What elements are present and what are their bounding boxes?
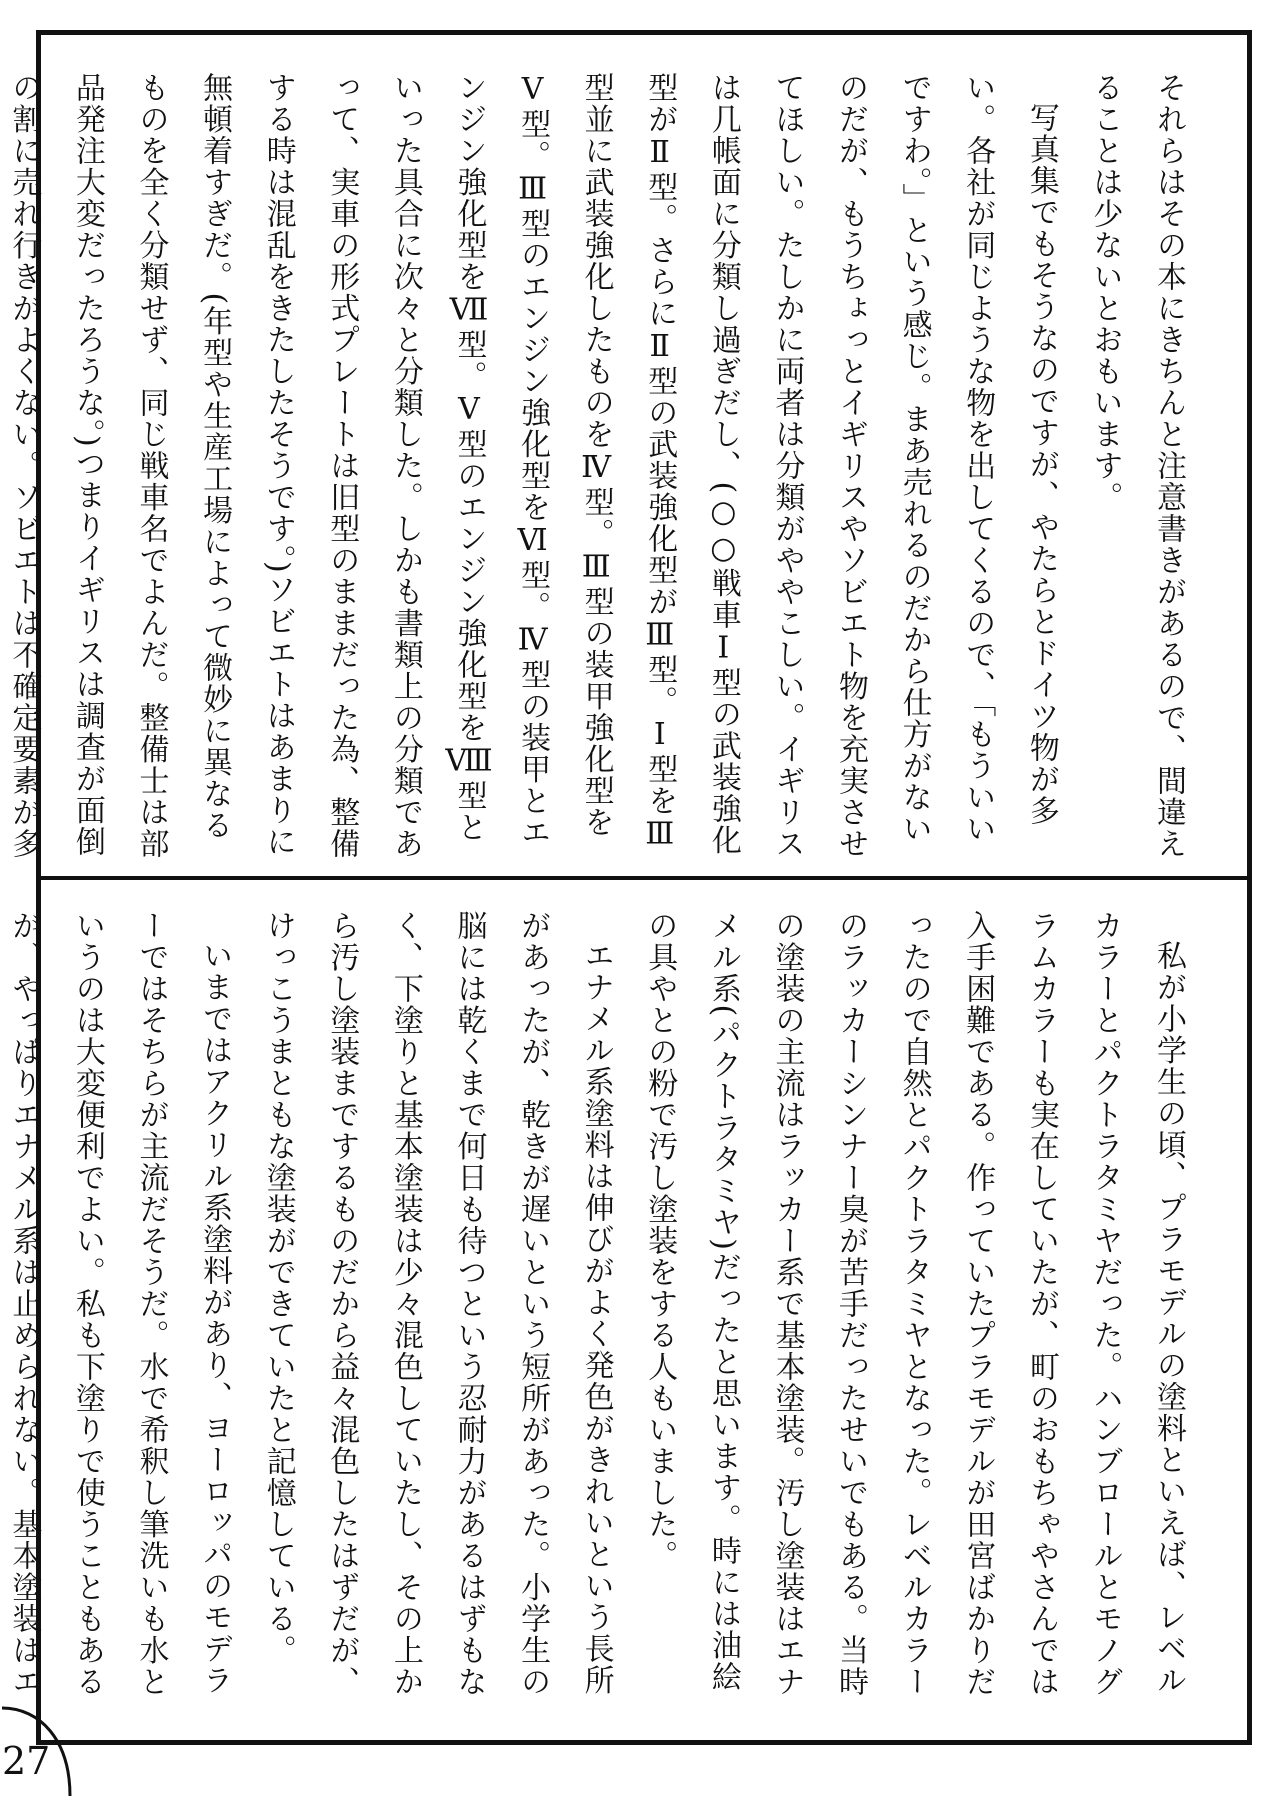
- page-number: 27: [2, 1739, 51, 1783]
- section-divider: [36, 876, 1252, 880]
- lower-paragraph-3: いまではアクリル系塗料があり、ヨーロッパのモデラーではそちらが主流だそうだ。水で希釈し筆洗いも水というのは大変便利でよい。私も下塗りで使うこともあるが、やっぱりエナメル系は止められない。基本塗装はエ: [6, 910, 233, 1698]
- lower-paragraph-2: エナメル系塗料は伸びがよく発色がきれいという長所があったが、乾きが遅いという短所があった。小学生の脳には乾くまで何日も待つという忍耐力があるはずもなく、下塗りと基本塗装は少々混色していたし、その上から汚し塗装までするものだから益々混色したはずだが、けっこうまともな塗装ができていたと記憶している。: [260, 910, 614, 1698]
- upper-paragraph-1: それらはその本にきちんと注意書きがあるので、間違えることは少ないとおもいます。: [1087, 72, 1186, 860]
- lower-text-block: [6, 910, 1200, 1700]
- upper-text-block: [6, 72, 1200, 862]
- upper-paragraph-2: 写真集でもそうなのですが、やたらとドイツ物が多い。各社が同じような物を出してくるので、「もういいですわ。」という感じ。まあ売れるのだから仕方がないのだが、もうちょっとイギリスやソビエト物を充実させてほしい。たしかに両者は分類がややこしい。イギリスは几帳面に分類し過ぎだし、(○○戦車Ⅰ型の武装強化型がⅡ型。さらにⅡ型の武装強化型がⅢ型。Ⅰ型をⅢ型並に武装強化したものをⅣ型。Ⅲ型の装甲強化型をⅤ型。Ⅲ型のエンジン強化型をⅥ型。Ⅳ型の装甲とエンジン強化型をⅦ型。Ⅴ型のエンジン強化型をⅧ型といった具合に次々と分類した。しかも書類上の分類であって、実車の形式プレートは旧型のままだった為、整備する時は混乱をきたしたそうです。)ソビエトはあまりに無頓着すぎだ。(年型や生産工場によって微妙に異なるものを全く分類せず、同じ戦車名でよんだ。整備士は部品発注大変だったろうな。)つまりイギリスは調査が面倒の割に売れ行きがよくない。ソビエトは不確定要素が多: [6, 72, 1059, 860]
- lower-paragraph-1: 私が小学生の頃、プラモデルの塗料といえば、レベルカラーとパクトラタミヤだった。ハンブロールとモノグラムカラーも実在していたが、町のおもちゃやさんでは入手困難である。作っていたプラモデルが田宮ばかりだったので自然とパクトラタミヤとなった。レベルカラーのラッカーシンナー臭が苦手だったせいでもある。当時の塗装の主流はラッカー系で基本塗装。汚し塗装はエナメル系(パクトラタミヤ)だったと思います。時には油絵の具やとの粉で汚し塗装をする人もいました。: [642, 910, 1186, 1698]
